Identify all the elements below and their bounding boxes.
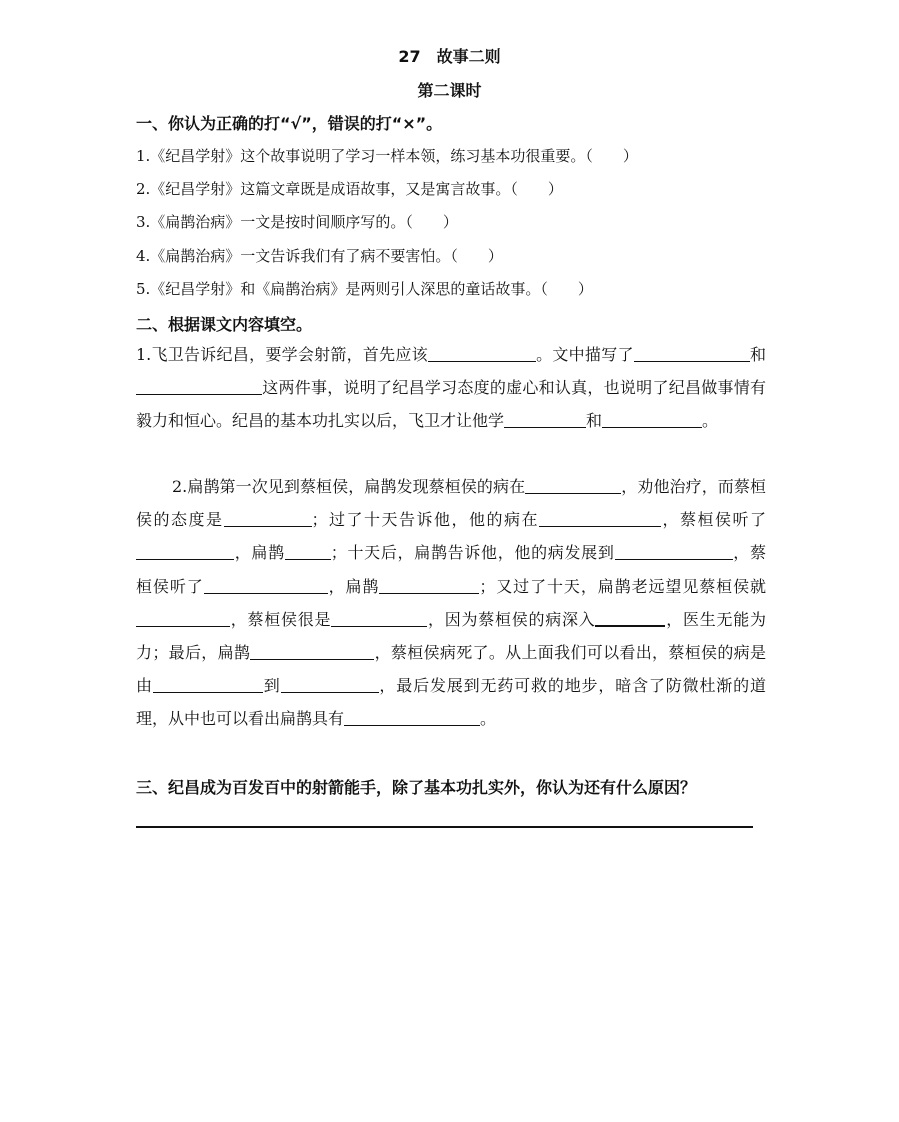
q2-text-4: ，蔡桓侯听了 — [660, 510, 766, 530]
q2-blank-8[interactable] — [379, 577, 479, 594]
q2-blank-12[interactable] — [250, 643, 374, 660]
q2-text-15: ，最后发展到无药可救的地步，暗含了防微杜渐的道理，从中也可以看出扁鹊具有 — [136, 676, 766, 729]
q2-blank-3[interactable] — [539, 510, 661, 527]
lesson-subtitle: 第二课时 — [417, 81, 482, 100]
q1-text-2: 。文中描写了 — [535, 345, 634, 364]
q2-text-8: ，扁鹊 — [327, 576, 380, 596]
lesson-title: 27 故事二则 — [398, 47, 501, 66]
q2-blank-11[interactable] — [595, 609, 665, 627]
answer-line[interactable] — [136, 826, 753, 828]
q1-text-5: 和 — [586, 411, 603, 431]
q2-text-13: ，蔡桓侯病死了。从上面我们可以看出，蔡桓侯的病是由 — [136, 643, 766, 696]
q2-blank-2[interactable] — [224, 510, 312, 527]
q1-text-1: 1.飞卫告诉纪昌，要学会射箭，首先应该 — [136, 345, 428, 364]
q1-text-6: 。 — [702, 411, 719, 431]
q1-blank-3[interactable] — [136, 378, 262, 395]
q2-blank-1[interactable] — [525, 477, 621, 494]
fill-blank-question-1 — [136, 338, 766, 438]
q1-blank-1[interactable] — [428, 345, 536, 362]
q2-blank-13[interactable] — [153, 676, 263, 693]
q2-blank-4[interactable] — [136, 543, 234, 560]
q2-blank-9[interactable] — [136, 610, 230, 627]
q2-text-11: ，因为蔡桓侯的病深入 — [427, 609, 596, 629]
true-false-item-3: 3.《扁鹊治病》一文是按时间顺序写的。（ ） — [136, 213, 458, 231]
fill-blank-question-2 — [136, 470, 766, 736]
true-false-item-1: 1.《纪昌学射》这个故事说明了学习一样本领，练习基本功很重要。（ ） — [136, 147, 638, 165]
q2-text-7: ，蔡桓侯听了 — [136, 543, 766, 596]
true-false-item-4: 4.《扁鹊治病》一文告诉我们有了病不要害怕。（ ） — [136, 247, 503, 265]
q2-blank-7[interactable] — [204, 577, 328, 594]
q2-text-12: ，医生无能为力；最后，扁鹊 — [136, 609, 766, 663]
q2-text-3: ；过了十天告诉他，他的病在 — [311, 510, 539, 530]
q2-blank-14[interactable] — [281, 676, 379, 693]
q2-text-5: ，扁鹊 — [234, 543, 285, 563]
section-1-heading: 一、你认为正确的打“√”，错误的打“×”。 — [136, 114, 443, 133]
q2-blank-5[interactable] — [285, 543, 331, 560]
true-false-item-2: 2.《纪昌学射》这篇文章既是成语故事，又是寓言故事。（ ） — [136, 180, 563, 198]
q2-text-14: 到 — [262, 676, 281, 696]
section-3-heading: 三、纪昌成为百发百中的射箭能手，除了基本功扎实外，你认为还有什么原因？ — [136, 778, 697, 797]
q1-text-4: 这两件事，说明了纪昌学习态度的虚心和认真，也说明了纪昌做事情有毅力和恒心。纪昌的基本功扎实以后，飞卫才让他学 — [136, 378, 766, 431]
q2-text-9: ；又过了十天，扁鹊老远望见蔡桓侯就 — [479, 576, 766, 596]
q2-blank-10[interactable] — [331, 610, 427, 627]
q2-text-6: ；十天后，扁鹊告诉他，他的病发展到 — [330, 543, 615, 563]
q1-text-3: 和 — [749, 345, 766, 364]
q2-text-2: ，劝他治疗，而蔡桓侯的态度是 — [136, 477, 766, 530]
q2-text-1: 2.扁鹊第一次见到蔡桓侯，扁鹊发现蔡桓侯的病在 — [172, 477, 526, 496]
q2-blank-15[interactable] — [344, 709, 480, 726]
true-false-item-5: 5.《纪昌学射》和《扁鹊治病》是两则引人深思的童话故事。（ ） — [136, 280, 593, 298]
section-2-heading: 二、根据课文内容填空。 — [136, 315, 313, 334]
q1-blank-4[interactable] — [504, 411, 586, 428]
q2-text-16: 。 — [480, 709, 497, 729]
q1-blank-5[interactable] — [602, 411, 702, 428]
q2-text-10: ，蔡桓侯很是 — [230, 609, 332, 629]
q1-blank-2[interactable] — [634, 345, 750, 362]
q2-blank-6[interactable] — [615, 543, 733, 560]
